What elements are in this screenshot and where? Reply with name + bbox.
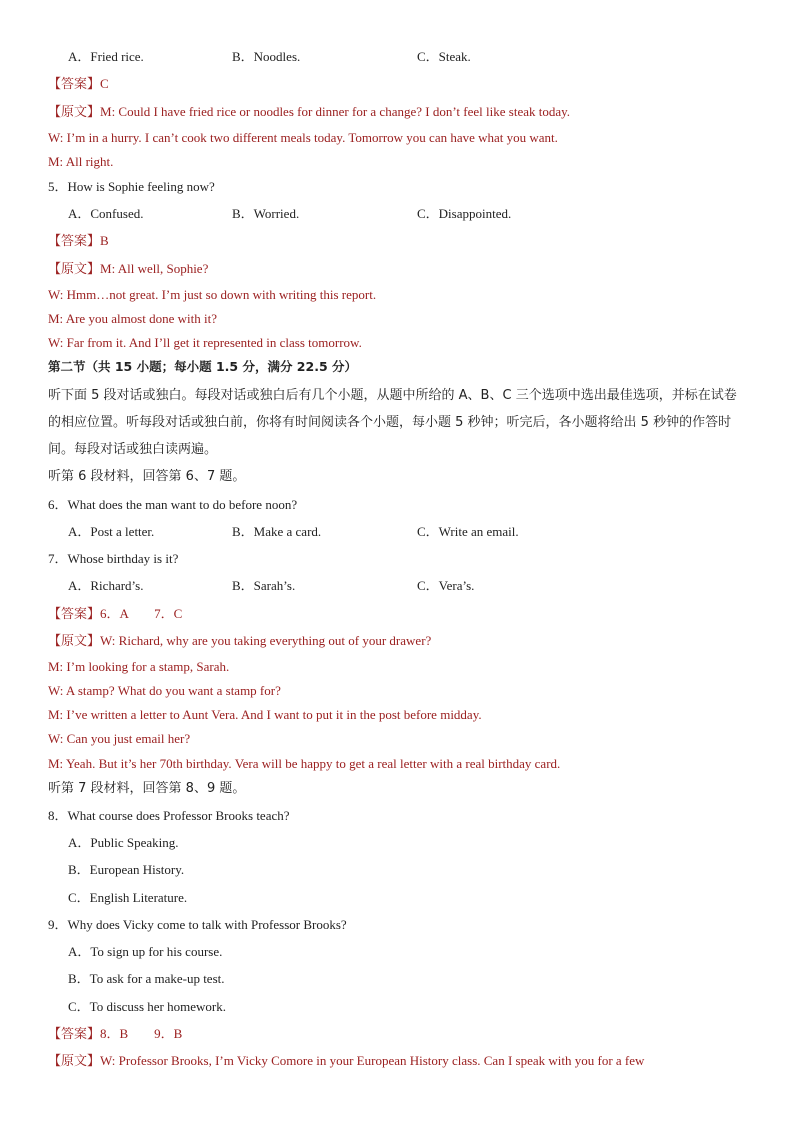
q5-script-line: M: Are you almost done with it? (48, 311, 217, 326)
q67-answer: 【答案】6．A 7．C (48, 606, 183, 622)
q67-script-line: M: I’ve written a letter to Aunt Vera. And I want to put it in the post before midday. (48, 707, 482, 722)
q67-script-line: W: Can you just email her? (48, 731, 191, 746)
q5-script-line: W: Far from it. And I’ll get it represented in class tomorrow. (48, 335, 362, 350)
q4-answer: 【答案】C (48, 76, 109, 92)
section-heading: 第二节（共 15 小题；每小题 1.5 分，满分 22.5 分） (48, 359, 357, 374)
q67-script-line: M: Yeah. But it’s her 70th birthday. Vera will be happy to get a real letter with a real birthday card. (48, 756, 561, 771)
q5-script-line: 【原文】M: All well, Sophie? (48, 261, 209, 277)
passage-6-intro: 听第 6 段材料，回答第 6、7 题。 (48, 469, 246, 484)
q89-answer: 【答案】8．B 9．B (48, 1026, 183, 1042)
q7-question: 7．Whose birthday is it? (48, 551, 179, 566)
q9-question: 9．Why does Vicky come to talk with Professor Brooks? (48, 917, 347, 932)
q7-option-c: C．Vera’s. (417, 578, 475, 593)
q5-script-line: W: Hmm…not great. I’m just so down with writing this report. (48, 287, 377, 302)
q4-script-line: 【原文】M: Could I have fried rice or noodles for dinner for a change? I don’t feel like steak today. (48, 104, 571, 120)
q6-option-b: B．Make a card. (232, 524, 322, 539)
q5-question: 5．How is Sophie feeling now? (48, 179, 215, 194)
q6-question: 6．What does the man want to do before noon? (48, 497, 298, 512)
q67-script-line: M: I’m looking for a stamp, Sarah. (48, 659, 230, 674)
q9-option-c: C．To discuss her homework. (68, 999, 226, 1014)
q7-option-a: A．Richard’s. (68, 578, 144, 593)
q8-option-a: A．Public Speaking. (68, 835, 179, 850)
q4-script-line: M: All right. (48, 154, 114, 169)
q89-script-line: 【原文】W: Professor Brooks, I’m Vicky Comore in your European History class. Can I speak with you for a few (48, 1053, 645, 1069)
q8-option-c: C．English Literature. (68, 890, 188, 905)
q67-script-line: 【原文】W: Richard, why are you taking everything out of your drawer? (48, 633, 432, 649)
q9-option-a: A．To sign up for his course. (68, 944, 223, 959)
passage-7-intro: 听第 7 段材料，回答第 8、9 题。 (48, 781, 246, 796)
q9-option-b: B．To ask for a make-up test. (68, 971, 225, 986)
q4-script-line: W: I’m in a hurry. I can’t cook two different meals today. Tomorrow you can have what you want. (48, 130, 558, 145)
section-instructions: 听下面 5 段对话或独白。每段对话或独白后有几个小题，从题中所给的 A、B、C 三个选项中选出最佳选项，并标在试卷的相应位置。听每段对话或独白前，你将有时间阅读各个小题，每小题 5 秒钟；听完后，各小题将给出 5 秒钟的作答时间。每段对话或独白读两遍。 (48, 388, 737, 457)
q4-option-b: B．Noodles. (232, 49, 301, 64)
q5-answer: 【答案】B (48, 233, 109, 249)
q6-option-c: C．Write an email. (417, 524, 519, 539)
q8-option-b: B．European History. (68, 862, 185, 877)
q5-option-c: C．Disappointed. (417, 206, 512, 221)
q8-question: 8．What course does Professor Brooks teach? (48, 808, 290, 823)
q7-option-b: B．Sarah’s. (232, 578, 296, 593)
q5-option-a: A．Confused. (68, 206, 144, 221)
q4-option-a: A．Fried rice. (68, 49, 144, 64)
q6-option-a: A．Post a letter. (68, 524, 155, 539)
q67-script-line: W: A stamp? What do you want a stamp for? (48, 683, 281, 698)
q4-option-c: C．Steak. (417, 49, 471, 64)
q5-option-b: B．Worried. (232, 206, 300, 221)
